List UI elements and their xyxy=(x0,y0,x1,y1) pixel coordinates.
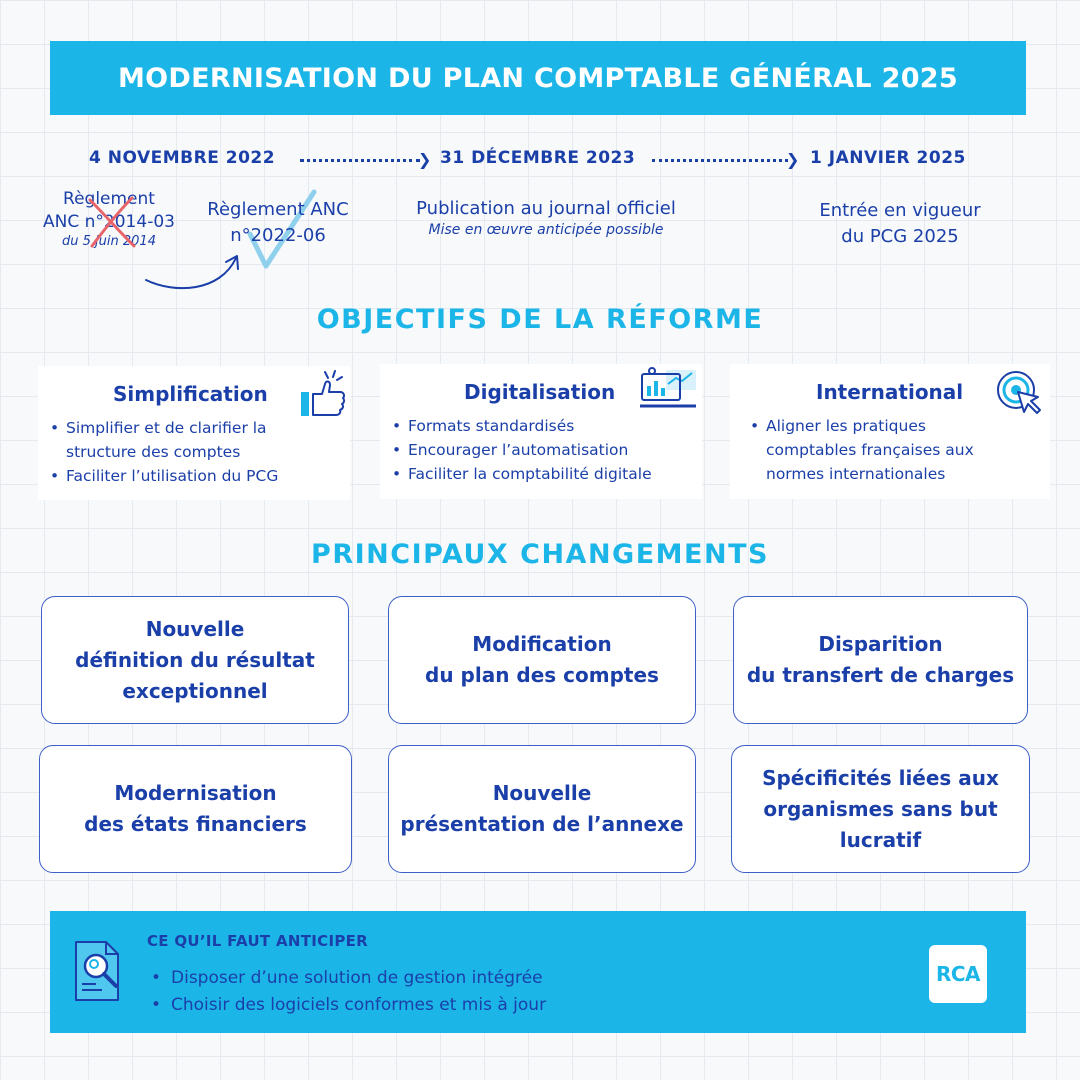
change-box: Spécificités liées aux organismes sans but lucratif xyxy=(731,745,1030,873)
computer-chart-icon xyxy=(638,366,698,412)
cross-icon xyxy=(84,192,140,252)
change-box: Modernisation des états financiers xyxy=(39,745,352,873)
document-search-icon xyxy=(72,940,128,1004)
publication-note: Mise en œuvre anticipée possible xyxy=(428,222,664,239)
objective-item: • Faciliter l’utilisation du PCG xyxy=(46,464,346,488)
objective-item: • Aligner les pratiques comptables françaises aux normes internationales xyxy=(746,414,1046,486)
footer-item: • Disposer d’une solution de gestion intégrée xyxy=(147,965,867,992)
entry-line2: du PCG 2025 xyxy=(841,226,959,248)
footer-item: • Choisir des logiciels conformes et mis à jour xyxy=(147,992,867,1019)
timeline-date-3: 1 JANVIER 2025 xyxy=(810,148,966,168)
footer-title: CE QU’IL FAUT ANTICIPER xyxy=(147,932,369,950)
rca-logo: RCA xyxy=(929,945,987,1003)
changes-title: PRINCIPAUX CHANGEMENTS xyxy=(311,539,769,570)
new-regulation xyxy=(190,197,366,249)
old-regulation-date: du 5 juin 2014 xyxy=(62,233,156,249)
timeline-arrow-1: ❯ xyxy=(418,150,432,169)
timeline-arrow-2: ❯ xyxy=(786,150,800,169)
timeline-connector-1 xyxy=(300,159,420,162)
page-title: MODERNISATION DU PLAN COMPTABLE GÉNÉRAL 2025 xyxy=(118,62,958,94)
new-regulation-line2: n°2022-06 xyxy=(230,225,326,247)
objective-card-simplification xyxy=(38,366,350,500)
objective-title: International xyxy=(816,380,964,404)
objective-title: Simplification xyxy=(113,382,268,406)
objective-title: Digitalisation xyxy=(464,380,616,404)
objective-item: • Encourager l’automatisation xyxy=(388,438,698,462)
publication-line1: Publication au journal officiel xyxy=(416,198,676,219)
thumbs-up-icon xyxy=(298,370,348,420)
publication xyxy=(380,196,712,238)
objectives-title: OBJECTIFS DE LA RÉFORME xyxy=(316,304,764,335)
timeline-date-1: 4 NOVEMBRE 2022 xyxy=(89,148,276,168)
objective-card-international xyxy=(730,364,1050,499)
page-title-banner xyxy=(50,41,1026,115)
change-box: Nouvelle présentation de l’annexe xyxy=(388,745,696,873)
change-box: Disparition du transfert de charges xyxy=(733,596,1028,724)
change-box: Modification du plan des comptes xyxy=(388,596,696,724)
target-cursor-icon xyxy=(994,368,1044,418)
objective-item: • Simplifier et de clarifier la structure des comptes xyxy=(46,416,346,464)
entry-into-force xyxy=(780,198,1020,250)
old-regulation-line1: Règlement xyxy=(63,189,155,209)
objective-item: • Faciliter la comptabilité digitale xyxy=(388,462,698,486)
old-regulation-line2: ANC n°2014-03 xyxy=(43,211,175,232)
new-regulation-line1: Règlement ANC xyxy=(207,199,349,220)
timeline-connector-2 xyxy=(652,159,788,162)
timeline-date-2: 31 DÉCEMBRE 2023 xyxy=(440,148,636,168)
objective-item: • Formats standardisés xyxy=(388,414,698,438)
entry-line1: Entrée en vigueur xyxy=(819,200,981,221)
change-box: Nouvelle définition du résultat exceptionnel xyxy=(41,596,349,724)
objective-card-digitalisation xyxy=(380,364,702,499)
